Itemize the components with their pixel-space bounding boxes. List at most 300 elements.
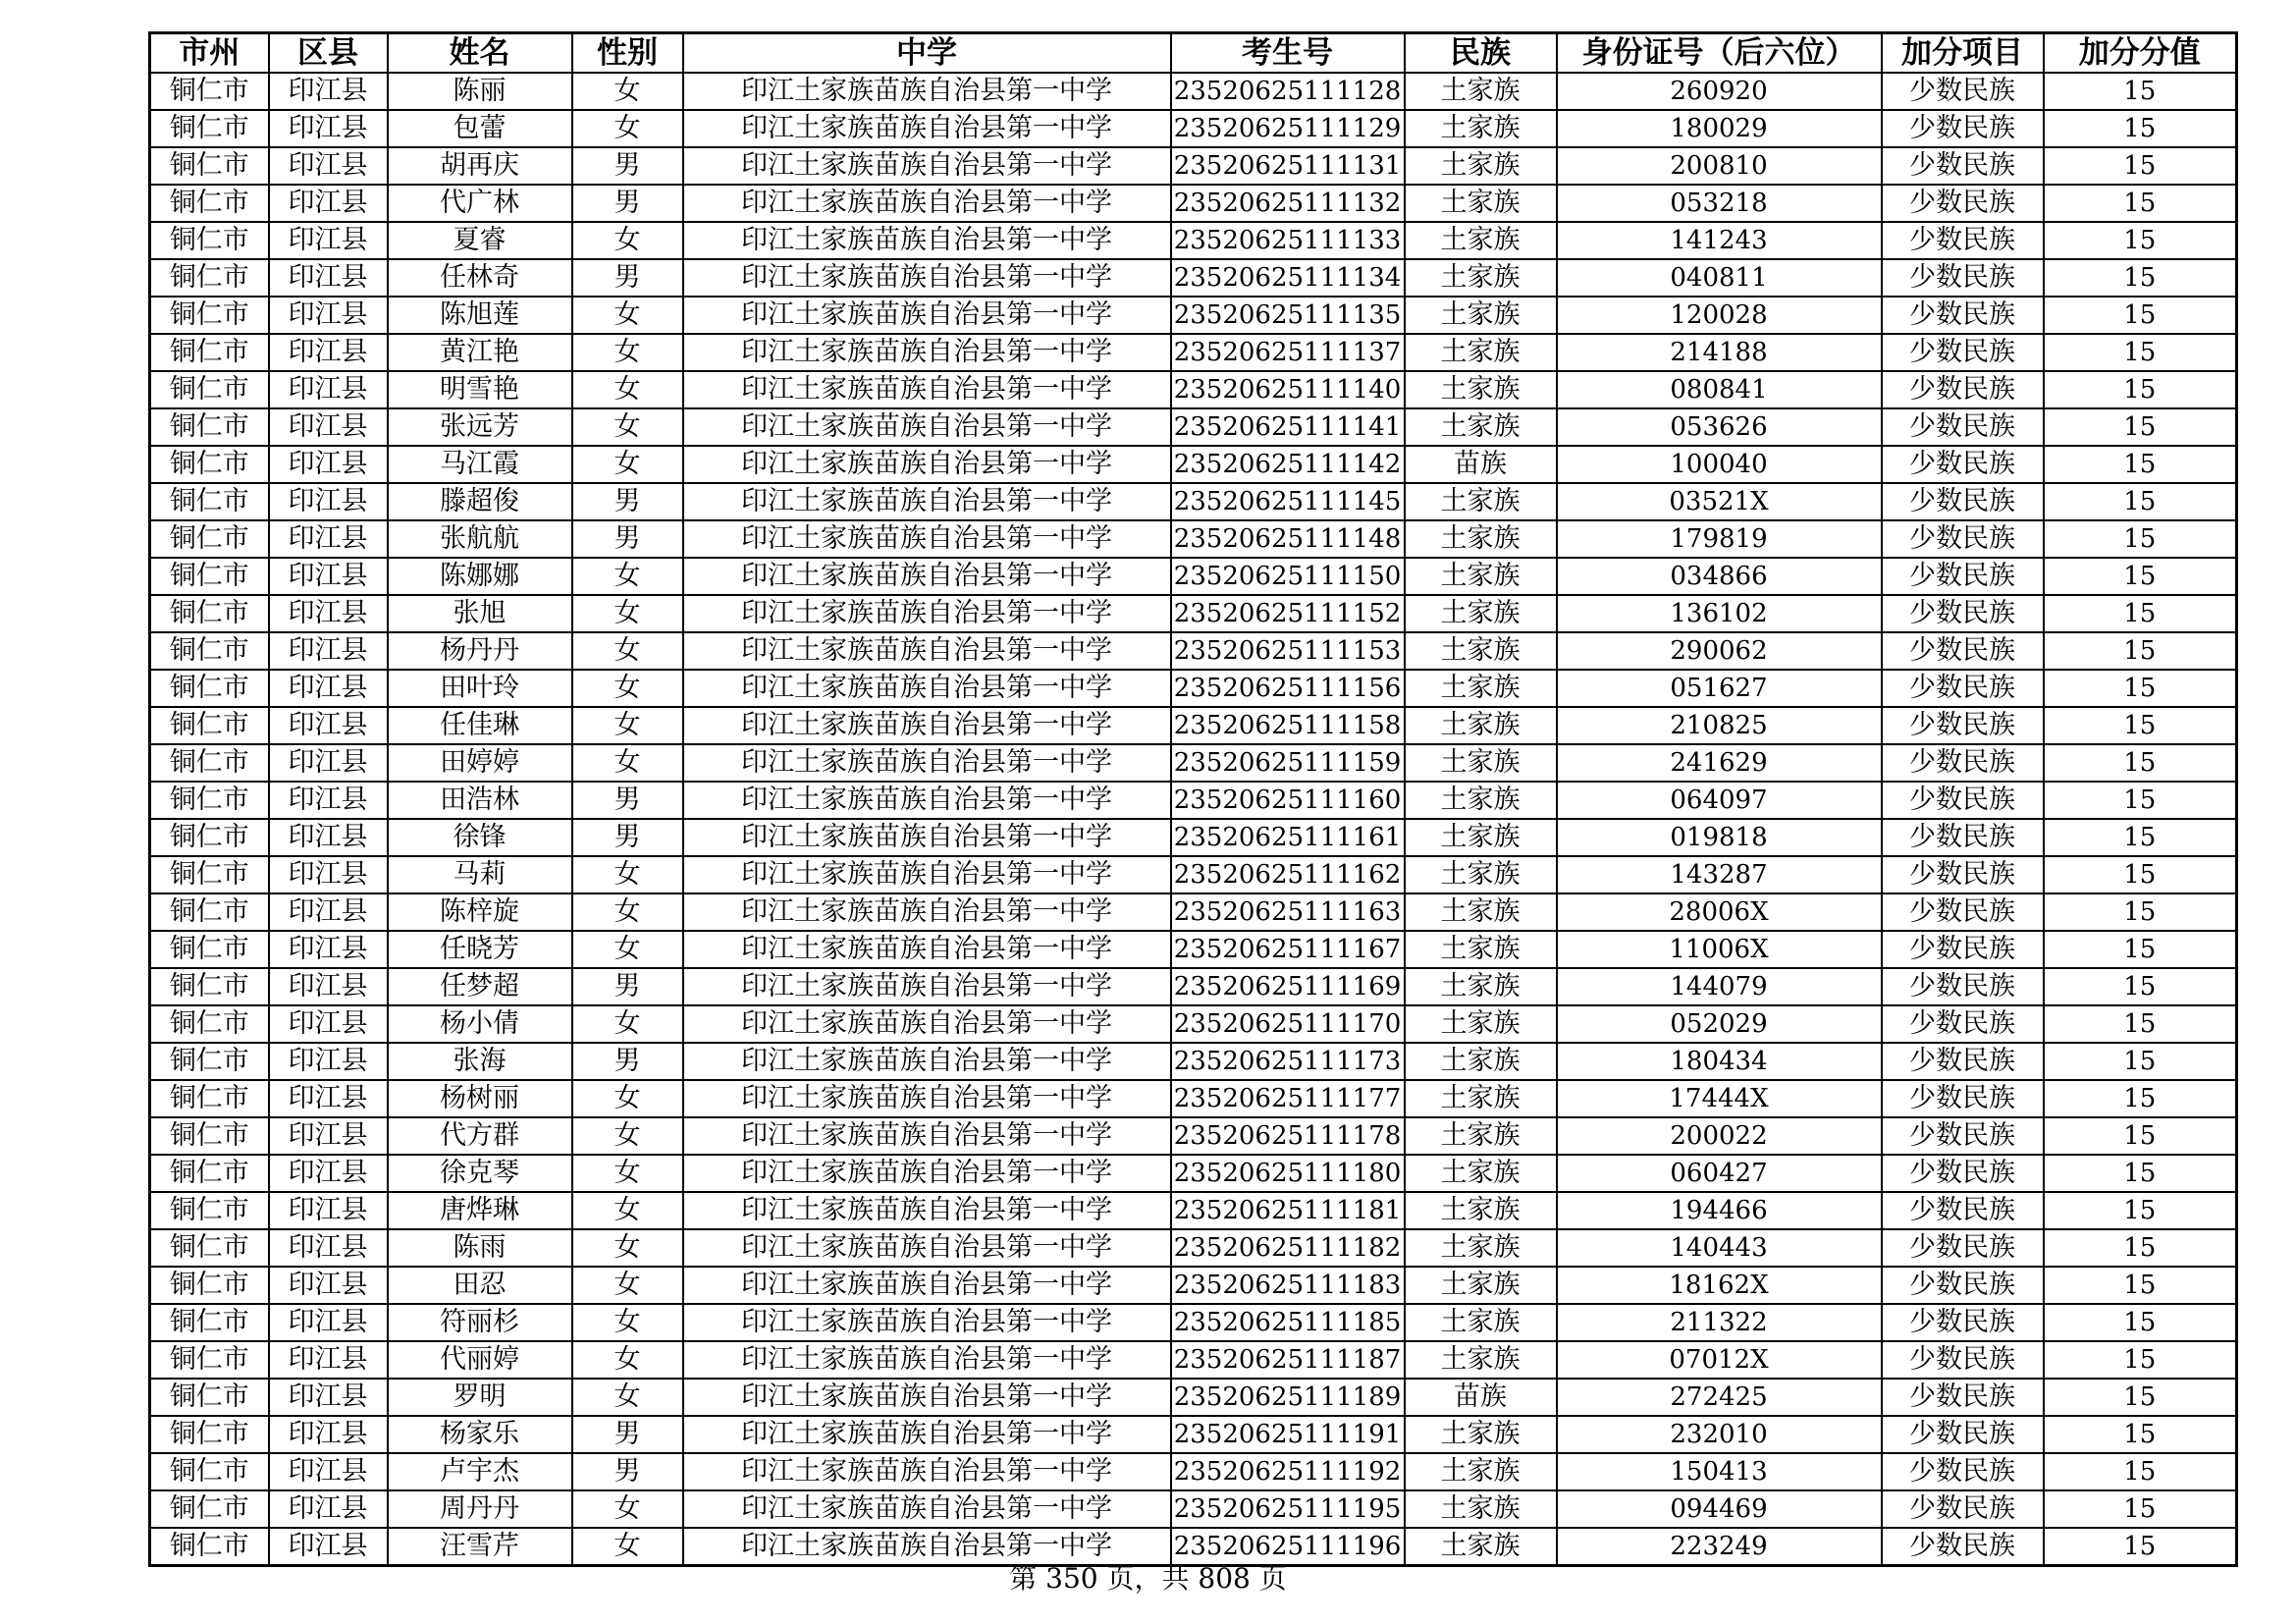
cell-gender: 女 bbox=[572, 1192, 683, 1229]
cell-ethnicity: 土家族 bbox=[1405, 408, 1557, 446]
cell-ethnicity: 土家族 bbox=[1405, 819, 1557, 856]
cell-county: 印江县 bbox=[269, 1005, 388, 1043]
table-row bbox=[150, 297, 2237, 334]
table-row bbox=[150, 483, 2237, 520]
cell-county: 印江县 bbox=[269, 73, 388, 110]
cell-ethnicity: 土家族 bbox=[1405, 334, 1557, 371]
cell-bonus-value: 15 bbox=[2044, 73, 2237, 110]
cell-county: 印江县 bbox=[269, 1267, 388, 1304]
cell-id-last-six: 211322 bbox=[1557, 1304, 1882, 1341]
cell-county: 印江县 bbox=[269, 259, 388, 297]
cell-name: 杨丹丹 bbox=[388, 632, 572, 670]
cell-bonus-item: 少数民族 bbox=[1882, 931, 2044, 968]
table-row bbox=[150, 1267, 2237, 1304]
cell-ethnicity: 土家族 bbox=[1405, 595, 1557, 632]
cell-school: 印江土家族苗族自治县第一中学 bbox=[683, 707, 1171, 744]
cell-id-last-six: 232010 bbox=[1557, 1416, 1882, 1453]
cell-id-last-six: 141243 bbox=[1557, 222, 1882, 259]
table-row bbox=[150, 222, 2237, 259]
cell-id-last-six: 136102 bbox=[1557, 595, 1882, 632]
cell-county: 印江县 bbox=[269, 782, 388, 819]
table-row bbox=[150, 1117, 2237, 1155]
cell-city: 铜仁市 bbox=[150, 1005, 269, 1043]
cell-county: 印江县 bbox=[269, 371, 388, 408]
cell-city: 铜仁市 bbox=[150, 520, 269, 558]
cell-id-last-six: 040811 bbox=[1557, 259, 1882, 297]
cell-gender: 女 bbox=[572, 893, 683, 931]
cell-exam-number: 23520625111181 bbox=[1171, 1192, 1405, 1229]
cell-county: 印江县 bbox=[269, 1341, 388, 1379]
table-row bbox=[150, 1192, 2237, 1229]
cell-ethnicity: 土家族 bbox=[1405, 558, 1557, 595]
cell-bonus-value: 15 bbox=[2044, 968, 2237, 1005]
cell-gender: 男 bbox=[572, 147, 683, 185]
cell-gender: 女 bbox=[572, 1229, 683, 1267]
cell-school: 印江土家族苗族自治县第一中学 bbox=[683, 819, 1171, 856]
cell-school: 印江土家族苗族自治县第一中学 bbox=[683, 782, 1171, 819]
column-header-ethnicity: 民族 bbox=[1405, 33, 1557, 74]
cell-bonus-value: 15 bbox=[2044, 1416, 2237, 1453]
cell-name: 任佳琳 bbox=[388, 707, 572, 744]
cell-exam-number: 23520625111133 bbox=[1171, 222, 1405, 259]
cell-gender: 女 bbox=[572, 744, 683, 782]
cell-name: 田忍 bbox=[388, 1267, 572, 1304]
cell-city: 铜仁市 bbox=[150, 856, 269, 893]
cell-school: 印江土家族苗族自治县第一中学 bbox=[683, 259, 1171, 297]
cell-bonus-value: 15 bbox=[2044, 371, 2237, 408]
cell-id-last-six: 223249 bbox=[1557, 1528, 1882, 1566]
cell-id-last-six: 120028 bbox=[1557, 297, 1882, 334]
cell-bonus-value: 15 bbox=[2044, 1267, 2237, 1304]
cell-gender: 女 bbox=[572, 408, 683, 446]
cell-county: 印江县 bbox=[269, 1490, 388, 1528]
cell-exam-number: 23520625111177 bbox=[1171, 1080, 1405, 1117]
cell-id-last-six: 260920 bbox=[1557, 73, 1882, 110]
cell-id-last-six: 194466 bbox=[1557, 1192, 1882, 1229]
cell-ethnicity: 土家族 bbox=[1405, 632, 1557, 670]
cell-ethnicity: 土家族 bbox=[1405, 483, 1557, 520]
cell-exam-number: 23520625111150 bbox=[1171, 558, 1405, 595]
cell-gender: 女 bbox=[572, 1528, 683, 1566]
cell-exam-number: 23520625111167 bbox=[1171, 931, 1405, 968]
table-row bbox=[150, 931, 2237, 968]
cell-id-last-six: 180029 bbox=[1557, 110, 1882, 147]
cell-school: 印江土家族苗族自治县第一中学 bbox=[683, 1080, 1171, 1117]
cell-school: 印江土家族苗族自治县第一中学 bbox=[683, 1117, 1171, 1155]
cell-gender: 女 bbox=[572, 632, 683, 670]
cell-id-last-six: 080841 bbox=[1557, 371, 1882, 408]
cell-exam-number: 23520625111173 bbox=[1171, 1043, 1405, 1080]
cell-school: 印江土家族苗族自治县第一中学 bbox=[683, 110, 1171, 147]
cell-exam-number: 23520625111137 bbox=[1171, 334, 1405, 371]
cell-gender: 男 bbox=[572, 185, 683, 222]
cell-name: 陈旭莲 bbox=[388, 297, 572, 334]
cell-name: 代广林 bbox=[388, 185, 572, 222]
table-row bbox=[150, 1080, 2237, 1117]
cell-school: 印江土家族苗族自治县第一中学 bbox=[683, 1341, 1171, 1379]
cell-bonus-item: 少数民族 bbox=[1882, 334, 2044, 371]
cell-id-last-six: 053626 bbox=[1557, 408, 1882, 446]
cell-exam-number: 23520625111163 bbox=[1171, 893, 1405, 931]
cell-exam-number: 23520625111148 bbox=[1171, 520, 1405, 558]
cell-county: 印江县 bbox=[269, 1229, 388, 1267]
cell-city: 铜仁市 bbox=[150, 893, 269, 931]
cell-school: 印江土家族苗族自治县第一中学 bbox=[683, 520, 1171, 558]
cell-county: 印江县 bbox=[269, 297, 388, 334]
cell-id-last-six: 051627 bbox=[1557, 670, 1882, 707]
cell-name: 张旭 bbox=[388, 595, 572, 632]
cell-gender: 女 bbox=[572, 1155, 683, 1192]
cell-bonus-value: 15 bbox=[2044, 1528, 2237, 1566]
cell-id-last-six: 140443 bbox=[1557, 1229, 1882, 1267]
cell-bonus-value: 15 bbox=[2044, 856, 2237, 893]
cell-city: 铜仁市 bbox=[150, 558, 269, 595]
cell-name: 徐锋 bbox=[388, 819, 572, 856]
cell-ethnicity: 土家族 bbox=[1405, 73, 1557, 110]
cell-school: 印江土家族苗族自治县第一中学 bbox=[683, 1229, 1171, 1267]
cell-ethnicity: 土家族 bbox=[1405, 968, 1557, 1005]
cell-bonus-item: 少数民族 bbox=[1882, 259, 2044, 297]
cell-name: 徐克琴 bbox=[388, 1155, 572, 1192]
cell-city: 铜仁市 bbox=[150, 147, 269, 185]
cell-city: 铜仁市 bbox=[150, 1192, 269, 1229]
cell-id-last-six: 03521X bbox=[1557, 483, 1882, 520]
cell-city: 铜仁市 bbox=[150, 222, 269, 259]
table-header bbox=[150, 33, 2237, 74]
cell-name: 符丽杉 bbox=[388, 1304, 572, 1341]
cell-county: 印江县 bbox=[269, 931, 388, 968]
cell-name: 陈梓旋 bbox=[388, 893, 572, 931]
cell-bonus-item: 少数民族 bbox=[1882, 408, 2044, 446]
cell-exam-number: 23520625111158 bbox=[1171, 707, 1405, 744]
cell-city: 铜仁市 bbox=[150, 1528, 269, 1566]
cell-city: 铜仁市 bbox=[150, 744, 269, 782]
table-row bbox=[150, 1005, 2237, 1043]
cell-ethnicity: 土家族 bbox=[1405, 222, 1557, 259]
cell-id-last-six: 210825 bbox=[1557, 707, 1882, 744]
cell-exam-number: 23520625111195 bbox=[1171, 1490, 1405, 1528]
cell-ethnicity: 土家族 bbox=[1405, 1490, 1557, 1528]
cell-bonus-value: 15 bbox=[2044, 1117, 2237, 1155]
cell-gender: 男 bbox=[572, 520, 683, 558]
cell-bonus-value: 15 bbox=[2044, 446, 2237, 483]
cell-county: 印江县 bbox=[269, 632, 388, 670]
cell-city: 铜仁市 bbox=[150, 1304, 269, 1341]
table-row bbox=[150, 782, 2237, 819]
table-row bbox=[150, 968, 2237, 1005]
cell-county: 印江县 bbox=[269, 744, 388, 782]
table-row bbox=[150, 1304, 2237, 1341]
cell-bonus-value: 15 bbox=[2044, 520, 2237, 558]
cell-ethnicity: 土家族 bbox=[1405, 1155, 1557, 1192]
cell-school: 印江土家族苗族自治县第一中学 bbox=[683, 1043, 1171, 1080]
cell-bonus-item: 少数民族 bbox=[1882, 856, 2044, 893]
cell-exam-number: 23520625111170 bbox=[1171, 1005, 1405, 1043]
cell-county: 印江县 bbox=[269, 1304, 388, 1341]
cell-school: 印江土家族苗族自治县第一中学 bbox=[683, 334, 1171, 371]
cell-city: 铜仁市 bbox=[150, 1341, 269, 1379]
cell-name: 张远芳 bbox=[388, 408, 572, 446]
cell-id-last-six: 019818 bbox=[1557, 819, 1882, 856]
cell-bonus-item: 少数民族 bbox=[1882, 558, 2044, 595]
cell-gender: 女 bbox=[572, 371, 683, 408]
cell-gender: 女 bbox=[572, 110, 683, 147]
cell-school: 印江土家族苗族自治县第一中学 bbox=[683, 744, 1171, 782]
cell-school: 印江土家族苗族自治县第一中学 bbox=[683, 1304, 1171, 1341]
cell-bonus-item: 少数民族 bbox=[1882, 744, 2044, 782]
table-row bbox=[150, 595, 2237, 632]
cell-name: 陈娜娜 bbox=[388, 558, 572, 595]
cell-bonus-value: 15 bbox=[2044, 1379, 2237, 1416]
cell-city: 铜仁市 bbox=[150, 1416, 269, 1453]
cell-name: 马江霞 bbox=[388, 446, 572, 483]
cell-county: 印江县 bbox=[269, 1080, 388, 1117]
cell-name: 马莉 bbox=[388, 856, 572, 893]
cell-gender: 女 bbox=[572, 1267, 683, 1304]
cell-bonus-value: 15 bbox=[2044, 595, 2237, 632]
cell-school: 印江土家族苗族自治县第一中学 bbox=[683, 371, 1171, 408]
cell-id-last-six: 241629 bbox=[1557, 744, 1882, 782]
cell-ethnicity: 土家族 bbox=[1405, 1304, 1557, 1341]
cell-id-last-six: 290062 bbox=[1557, 632, 1882, 670]
cell-gender: 女 bbox=[572, 1379, 683, 1416]
cell-name: 罗明 bbox=[388, 1379, 572, 1416]
table-row bbox=[150, 1490, 2237, 1528]
cell-name: 任林奇 bbox=[388, 259, 572, 297]
cell-school: 印江土家族苗族自治县第一中学 bbox=[683, 483, 1171, 520]
cell-name: 任梦超 bbox=[388, 968, 572, 1005]
cell-bonus-item: 少数民族 bbox=[1882, 819, 2044, 856]
cell-school: 印江土家族苗族自治县第一中学 bbox=[683, 408, 1171, 446]
cell-id-last-six: 064097 bbox=[1557, 782, 1882, 819]
cell-gender: 女 bbox=[572, 1304, 683, 1341]
cell-exam-number: 23520625111185 bbox=[1171, 1304, 1405, 1341]
cell-exam-number: 23520625111191 bbox=[1171, 1416, 1405, 1453]
cell-name: 杨树丽 bbox=[388, 1080, 572, 1117]
cell-name: 田婷婷 bbox=[388, 744, 572, 782]
cell-name: 卢宇杰 bbox=[388, 1453, 572, 1490]
cell-gender: 男 bbox=[572, 259, 683, 297]
cell-bonus-value: 15 bbox=[2044, 819, 2237, 856]
cell-bonus-value: 15 bbox=[2044, 1490, 2237, 1528]
cell-city: 铜仁市 bbox=[150, 408, 269, 446]
cell-exam-number: 23520625111189 bbox=[1171, 1379, 1405, 1416]
cell-bonus-item: 少数民族 bbox=[1882, 110, 2044, 147]
cell-city: 铜仁市 bbox=[150, 371, 269, 408]
cell-exam-number: 23520625111145 bbox=[1171, 483, 1405, 520]
cell-bonus-item: 少数民族 bbox=[1882, 1229, 2044, 1267]
cell-school: 印江土家族苗族自治县第一中学 bbox=[683, 1416, 1171, 1453]
cell-bonus-value: 15 bbox=[2044, 297, 2237, 334]
cell-county: 印江县 bbox=[269, 1453, 388, 1490]
cell-city: 铜仁市 bbox=[150, 931, 269, 968]
cell-county: 印江县 bbox=[269, 110, 388, 147]
cell-ethnicity: 土家族 bbox=[1405, 1229, 1557, 1267]
table-row bbox=[150, 73, 2237, 110]
cell-bonus-item: 少数民族 bbox=[1882, 483, 2044, 520]
table-row bbox=[150, 1416, 2237, 1453]
cell-exam-number: 23520625111196 bbox=[1171, 1528, 1405, 1566]
cell-city: 铜仁市 bbox=[150, 968, 269, 1005]
table-row bbox=[150, 632, 2237, 670]
cell-id-last-six: 214188 bbox=[1557, 334, 1882, 371]
cell-school: 印江土家族苗族自治县第一中学 bbox=[683, 1528, 1171, 1566]
cell-bonus-value: 15 bbox=[2044, 670, 2237, 707]
cell-exam-number: 23520625111183 bbox=[1171, 1267, 1405, 1304]
cell-exam-number: 23520625111156 bbox=[1171, 670, 1405, 707]
cell-bonus-value: 15 bbox=[2044, 1304, 2237, 1341]
cell-gender: 女 bbox=[572, 73, 683, 110]
cell-name: 田叶玲 bbox=[388, 670, 572, 707]
cell-county: 印江县 bbox=[269, 1192, 388, 1229]
cell-county: 印江县 bbox=[269, 483, 388, 520]
table-row bbox=[150, 893, 2237, 931]
cell-city: 铜仁市 bbox=[150, 297, 269, 334]
cell-bonus-value: 15 bbox=[2044, 1341, 2237, 1379]
table-row bbox=[150, 520, 2237, 558]
table-row bbox=[150, 259, 2237, 297]
cell-gender: 女 bbox=[572, 558, 683, 595]
cell-city: 铜仁市 bbox=[150, 819, 269, 856]
table-row bbox=[150, 371, 2237, 408]
cell-ethnicity: 土家族 bbox=[1405, 1005, 1557, 1043]
cell-city: 铜仁市 bbox=[150, 1043, 269, 1080]
cell-exam-number: 23520625111159 bbox=[1171, 744, 1405, 782]
cell-name: 周丹丹 bbox=[388, 1490, 572, 1528]
cell-id-last-six: 100040 bbox=[1557, 446, 1882, 483]
table-row bbox=[150, 558, 2237, 595]
cell-exam-number: 23520625111161 bbox=[1171, 819, 1405, 856]
cell-county: 印江县 bbox=[269, 819, 388, 856]
cell-exam-number: 23520625111128 bbox=[1171, 73, 1405, 110]
cell-school: 印江土家族苗族自治县第一中学 bbox=[683, 670, 1171, 707]
cell-ethnicity: 土家族 bbox=[1405, 1080, 1557, 1117]
cell-bonus-value: 15 bbox=[2044, 222, 2237, 259]
cell-id-last-six: 150413 bbox=[1557, 1453, 1882, 1490]
cell-bonus-item: 少数民族 bbox=[1882, 446, 2044, 483]
cell-name: 代方群 bbox=[388, 1117, 572, 1155]
cell-id-last-six: 180434 bbox=[1557, 1043, 1882, 1080]
cell-bonus-value: 15 bbox=[2044, 483, 2237, 520]
cell-school: 印江土家族苗族自治县第一中学 bbox=[683, 931, 1171, 968]
cell-city: 铜仁市 bbox=[150, 334, 269, 371]
cell-bonus-item: 少数民族 bbox=[1882, 1304, 2044, 1341]
cell-id-last-six: 11006X bbox=[1557, 931, 1882, 968]
cell-school: 印江土家族苗族自治县第一中学 bbox=[683, 1490, 1171, 1528]
cell-bonus-value: 15 bbox=[2044, 931, 2237, 968]
cell-county: 印江县 bbox=[269, 856, 388, 893]
cell-bonus-value: 15 bbox=[2044, 334, 2237, 371]
cell-school: 印江土家族苗族自治县第一中学 bbox=[683, 147, 1171, 185]
cell-county: 印江县 bbox=[269, 334, 388, 371]
column-header-name: 姓名 bbox=[388, 33, 572, 74]
cell-ethnicity: 土家族 bbox=[1405, 147, 1557, 185]
cell-school: 印江土家族苗族自治县第一中学 bbox=[683, 185, 1171, 222]
cell-ethnicity: 土家族 bbox=[1405, 1192, 1557, 1229]
cell-school: 印江土家族苗族自治县第一中学 bbox=[683, 856, 1171, 893]
cell-school: 印江土家族苗族自治县第一中学 bbox=[683, 632, 1171, 670]
cell-gender: 男 bbox=[572, 819, 683, 856]
cell-ethnicity: 土家族 bbox=[1405, 110, 1557, 147]
cell-gender: 女 bbox=[572, 595, 683, 632]
cell-ethnicity: 土家族 bbox=[1405, 782, 1557, 819]
table-row bbox=[150, 1528, 2237, 1566]
cell-id-last-six: 052029 bbox=[1557, 1005, 1882, 1043]
table-body bbox=[150, 73, 2237, 1566]
cell-name: 杨家乐 bbox=[388, 1416, 572, 1453]
cell-bonus-value: 15 bbox=[2044, 1155, 2237, 1192]
cell-bonus-value: 15 bbox=[2044, 147, 2237, 185]
cell-gender: 男 bbox=[572, 1416, 683, 1453]
cell-name: 张海 bbox=[388, 1043, 572, 1080]
cell-school: 印江土家族苗族自治县第一中学 bbox=[683, 1192, 1171, 1229]
table-row bbox=[150, 819, 2237, 856]
cell-gender: 女 bbox=[572, 707, 683, 744]
cell-gender: 女 bbox=[572, 1490, 683, 1528]
cell-name: 张航航 bbox=[388, 520, 572, 558]
cell-county: 印江县 bbox=[269, 1043, 388, 1080]
cell-gender: 男 bbox=[572, 1453, 683, 1490]
cell-exam-number: 23520625111187 bbox=[1171, 1341, 1405, 1379]
cell-gender: 男 bbox=[572, 782, 683, 819]
cell-city: 铜仁市 bbox=[150, 782, 269, 819]
cell-name: 包蕾 bbox=[388, 110, 572, 147]
cell-bonus-item: 少数民族 bbox=[1882, 1490, 2044, 1528]
cell-bonus-item: 少数民族 bbox=[1882, 632, 2044, 670]
cell-bonus-item: 少数民族 bbox=[1882, 1453, 2044, 1490]
cell-ethnicity: 土家族 bbox=[1405, 1341, 1557, 1379]
cell-ethnicity: 土家族 bbox=[1405, 1453, 1557, 1490]
cell-id-last-six: 28006X bbox=[1557, 893, 1882, 931]
table-row bbox=[150, 707, 2237, 744]
cell-bonus-item: 少数民族 bbox=[1882, 1155, 2044, 1192]
cell-school: 印江土家族苗族自治县第一中学 bbox=[683, 73, 1171, 110]
cell-bonus-value: 15 bbox=[2044, 1229, 2237, 1267]
cell-bonus-item: 少数民族 bbox=[1882, 73, 2044, 110]
column-header-gender: 性别 bbox=[572, 33, 683, 74]
cell-bonus-value: 15 bbox=[2044, 1043, 2237, 1080]
cell-exam-number: 23520625111152 bbox=[1171, 595, 1405, 632]
cell-school: 印江土家族苗族自治县第一中学 bbox=[683, 893, 1171, 931]
cell-bonus-value: 15 bbox=[2044, 707, 2237, 744]
cell-bonus-item: 少数民族 bbox=[1882, 782, 2044, 819]
table-row bbox=[150, 670, 2237, 707]
cell-bonus-value: 15 bbox=[2044, 632, 2237, 670]
cell-city: 铜仁市 bbox=[150, 446, 269, 483]
cell-id-last-six: 034866 bbox=[1557, 558, 1882, 595]
cell-exam-number: 23520625111132 bbox=[1171, 185, 1405, 222]
cell-bonus-item: 少数民族 bbox=[1882, 1379, 2044, 1416]
cell-ethnicity: 土家族 bbox=[1405, 259, 1557, 297]
cell-bonus-item: 少数民族 bbox=[1882, 1341, 2044, 1379]
cell-school: 印江土家族苗族自治县第一中学 bbox=[683, 968, 1171, 1005]
cell-name: 胡再庆 bbox=[388, 147, 572, 185]
cell-gender: 女 bbox=[572, 297, 683, 334]
cell-school: 印江土家族苗族自治县第一中学 bbox=[683, 1453, 1171, 1490]
cell-county: 印江县 bbox=[269, 520, 388, 558]
cell-id-last-six: 200022 bbox=[1557, 1117, 1882, 1155]
cell-id-last-six: 200810 bbox=[1557, 147, 1882, 185]
column-header-id-last-six: 身份证号（后六位） bbox=[1557, 33, 1882, 74]
table-row bbox=[150, 147, 2237, 185]
cell-bonus-item: 少数民族 bbox=[1882, 968, 2044, 1005]
cell-city: 铜仁市 bbox=[150, 707, 269, 744]
cell-bonus-value: 15 bbox=[2044, 744, 2237, 782]
cell-bonus-value: 15 bbox=[2044, 110, 2237, 147]
cell-exam-number: 23520625111182 bbox=[1171, 1229, 1405, 1267]
cell-ethnicity: 土家族 bbox=[1405, 856, 1557, 893]
cell-city: 铜仁市 bbox=[150, 185, 269, 222]
